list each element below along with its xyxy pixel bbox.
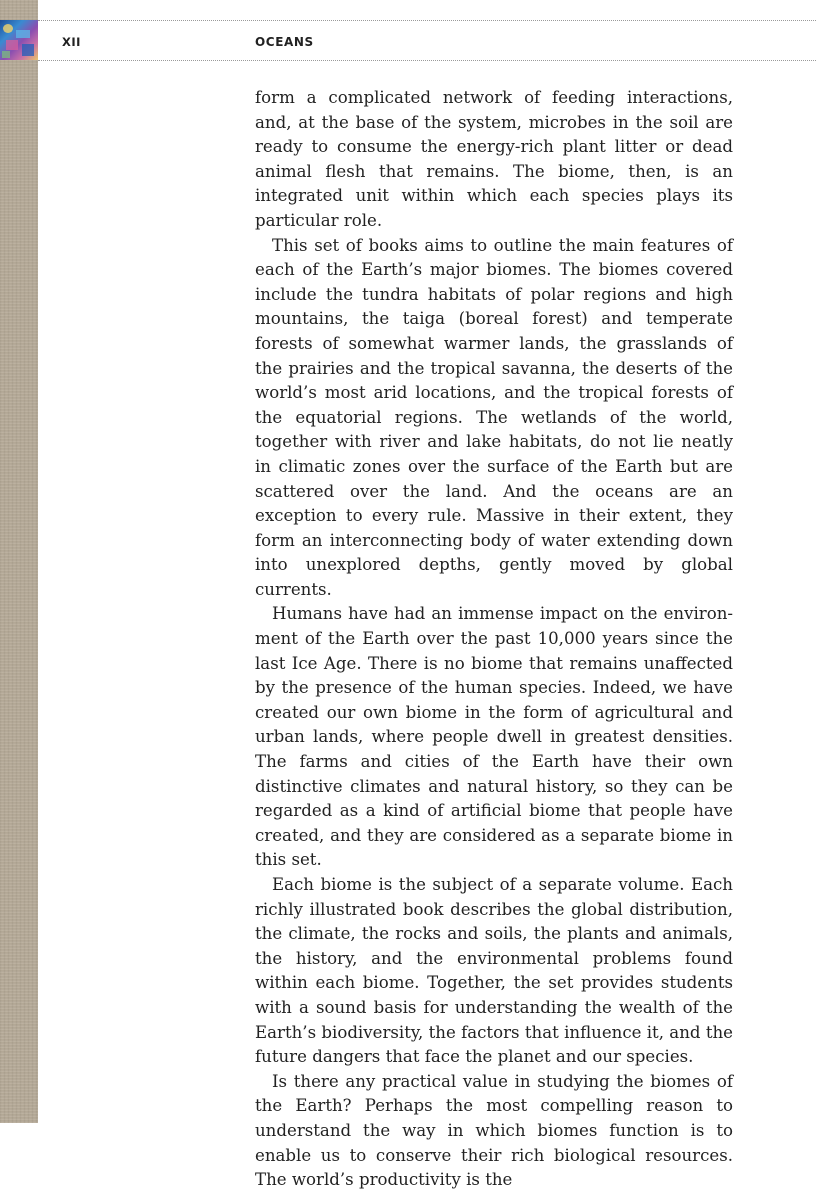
running-head-title: OCEANS bbox=[255, 35, 314, 49]
paragraph: Humans have had an immense impact on the environment of the Earth over the past 10,000 years since the last Ice Age. There is no biome that remains unaffected by the presence of the human species. Indeed, we have created our own biome in the form of agricultural and urban lands, where people dwell in greatest densities. The farms and cities of the Earth have their own distinctive climates and natural history, so they can be regarded as a kind of artificial biome that people have created, and they are considered as a separate biome in this set. bbox=[255, 604, 733, 870]
body-text bbox=[255, 86, 733, 1193]
paragraph: form a complicated network of feeding interactions, and, at the base of the system, microbes in the soil are ready to consume the energy-rich plant litter or dead animal flesh that remains. The biome, then, is an integrated unit within which each species plays its particular role. bbox=[255, 88, 733, 230]
header-bottom-rule bbox=[38, 60, 816, 61]
page-margin-texture bbox=[0, 0, 38, 1123]
chapter-thumb-image bbox=[0, 20, 38, 60]
page-number: XII bbox=[62, 35, 81, 49]
paragraph: Each biome is the subject of a separate volume. Each richly illustrated book describes the global distribution, the climate, the rocks and soils, the plants and animals, the history, and the environmental problems found within each biome. Together, the set provides students with a sound basis for understanding the wealth of the Earth’s biodiversity, the factors that influence it, and the future dangers that face the planet and our species. bbox=[255, 875, 733, 1067]
paragraph: Is there any practical value in studying the biomes of the Earth? Perhaps the most compelling reason to understand the way in which biomes function is to enable us to conserve their rich biological resources. The world’s productivity is the bbox=[255, 1071, 733, 1190]
paragraph: This set of books aims to outline the main features of each of the Earth’s major biomes. The biomes covered include the tundra habitats of polar regions and high mountains, the taiga (boreal forest) and temperate forests of somewhat warmer lands, the grasslands of the prairies and the tropical savanna, the deserts of the world’s most arid locations, and the tropical forests of the equatorial regions. The wetlands of the world, together with river and lake habitats, do not lie neatly in climatic zones over the surface of the Earth but are scattered over the land. And the oceans are an exception to every rule. Massive in their extent, they form an interconnecting body of water extending down into unexplored depths, gently moved by global currents. bbox=[255, 235, 733, 599]
header-top-rule bbox=[38, 20, 816, 21]
